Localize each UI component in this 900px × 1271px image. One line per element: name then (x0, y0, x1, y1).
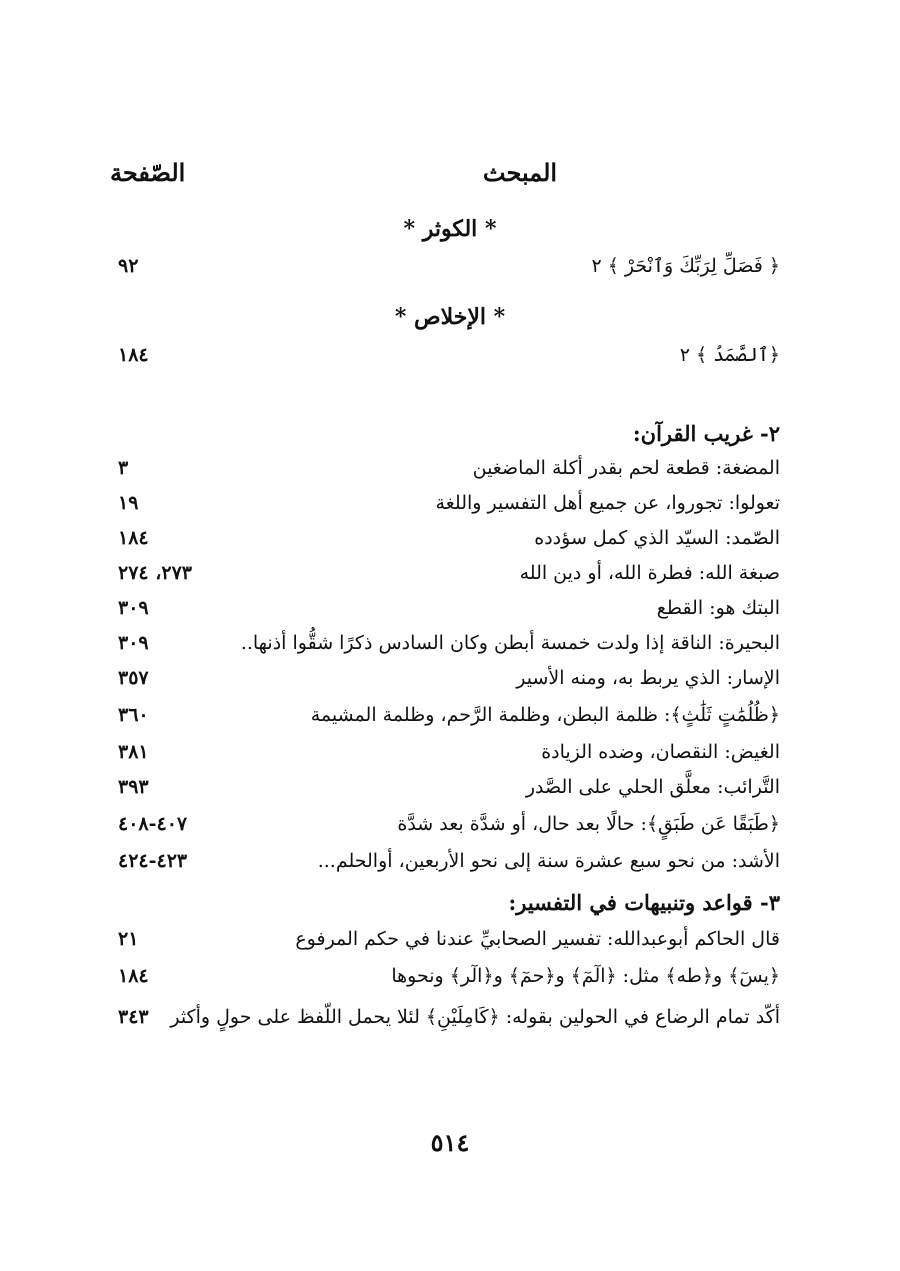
surah-heading-kawthar: * الكوثر * (403, 216, 497, 242)
entry-page: ٢١ (118, 928, 139, 950)
entry-page: ١٩ (118, 492, 139, 514)
index-entry (100, 741, 780, 775)
entry-text: الأشد: من نحو سبع عشرة سنة إلى نحو الأربعين، أوالحلم... (317, 850, 780, 872)
entry-text: قال الحاكم أبوعبدالله: تفسير الصحابيِّ عندنا في حكم المرفوع (295, 928, 780, 950)
index-entry (100, 527, 780, 561)
section-heading-gharib: ٢- غريب القرآن: (632, 421, 780, 446)
section-heading-rules: ٣- قواعد وتنبيهات في التفسير: (508, 890, 780, 915)
index-entry (100, 562, 780, 596)
index-entry (100, 492, 780, 526)
entry-page: ١٨٤ (118, 965, 149, 987)
column-header-topic: المبحث (482, 158, 558, 187)
index-entry (100, 813, 780, 847)
column-header-page: الصّفحة (110, 158, 186, 187)
index-entry (100, 850, 780, 884)
page-number: ٥١٤ (430, 1128, 470, 1157)
entry-page: ٣ (118, 457, 129, 479)
entry-text: الصّمد: السيّد الذي كمل سؤدده (534, 527, 780, 549)
entry-page: ٤٢٣-٤٢٤ (118, 850, 188, 872)
surah-heading-ikhlas: * الإخلاص * (394, 304, 506, 330)
index-entry (100, 928, 780, 962)
entry-text: ﴿ظُلُمَٰتٍ ثَلَٰثٍ﴾: ظلمة البطن، وظلمة الرَّحم، وظلمة المشيمة (310, 704, 780, 726)
entry-text: صبغة الله: فطرة الله، أو دين الله (519, 562, 780, 584)
entry-text: البتك هو: القطع (656, 597, 780, 619)
index-entry (100, 704, 780, 738)
entry-text: البحيرة: الناقة إذا ولدت خمسة أبطن وكان السادس ذكرًا شقُّوا أذنها.. (240, 632, 780, 654)
entry-text: الغيض: النقصان، وضده الزيادة (541, 741, 780, 763)
entry-text: الإسار: الذي يربط به، ومنه الأسير (516, 667, 780, 689)
entry-page: ٣٥٧ (118, 667, 149, 689)
entry-page: ٣٤٣ (118, 1006, 149, 1028)
index-entry (100, 632, 780, 666)
entry-text: ﴿طَبَقًا عَن طَبَقٍ﴾: حالًا بعد حال، أو شدَّة بعد شدَّة (397, 813, 780, 835)
entry-page: ٤٠٧-٤٠٨ (118, 813, 188, 835)
entry-page: ٩٢ (118, 255, 139, 277)
entry-text: أكّد تمام الرضاع في الحولين بقوله: ﴿كَامِلَيْنِ﴾ لئلا يحمل اللّفظ على حولٍ وأكثر (170, 1006, 780, 1028)
index-entry (100, 255, 780, 289)
entry-text: تعولوا: تجوروا، عن جميع أهل التفسير واللغة (435, 492, 780, 514)
entry-text: ﴿ فَصَلِّ لِرَبِّكَ وَٱنْحَرْ ﴾ ٢ (591, 255, 780, 277)
index-entry (100, 667, 780, 701)
entry-text: ﴿ٱلصَّمَدُ ﴾ ٢ (679, 344, 780, 366)
entry-text: التَّرائب: معلَّق الحلي على الصَّدر (525, 776, 780, 798)
entry-page: ١٨٤ (118, 344, 149, 366)
entry-page: ٣٨١ (118, 741, 149, 763)
entry-page: ٣٠٩ (118, 597, 149, 619)
entry-page: ٣٩٣ (118, 776, 149, 798)
index-entry (100, 597, 780, 631)
entry-page: ٣٦٠ (118, 704, 149, 726)
entry-page: ٢٧٣، ٢٧٤ (118, 562, 192, 584)
entry-text: المضغة: قطعة لحم بقدر أكلة الماضغين (472, 457, 780, 479)
entry-page: ١٨٤ (118, 527, 149, 549)
entry-page: ٣٠٩ (118, 632, 149, 654)
index-entry (100, 457, 780, 491)
entry-text: ﴿يسٓ﴾ و﴿طه﴾ مثل: ﴿الٓمٓ﴾ و﴿حمٓ﴾ و﴿الٓر﴾ ونحوها (391, 965, 780, 987)
index-entry (100, 965, 780, 999)
index-entry (100, 344, 780, 378)
index-entry (100, 776, 780, 810)
index-entry (100, 1006, 780, 1040)
